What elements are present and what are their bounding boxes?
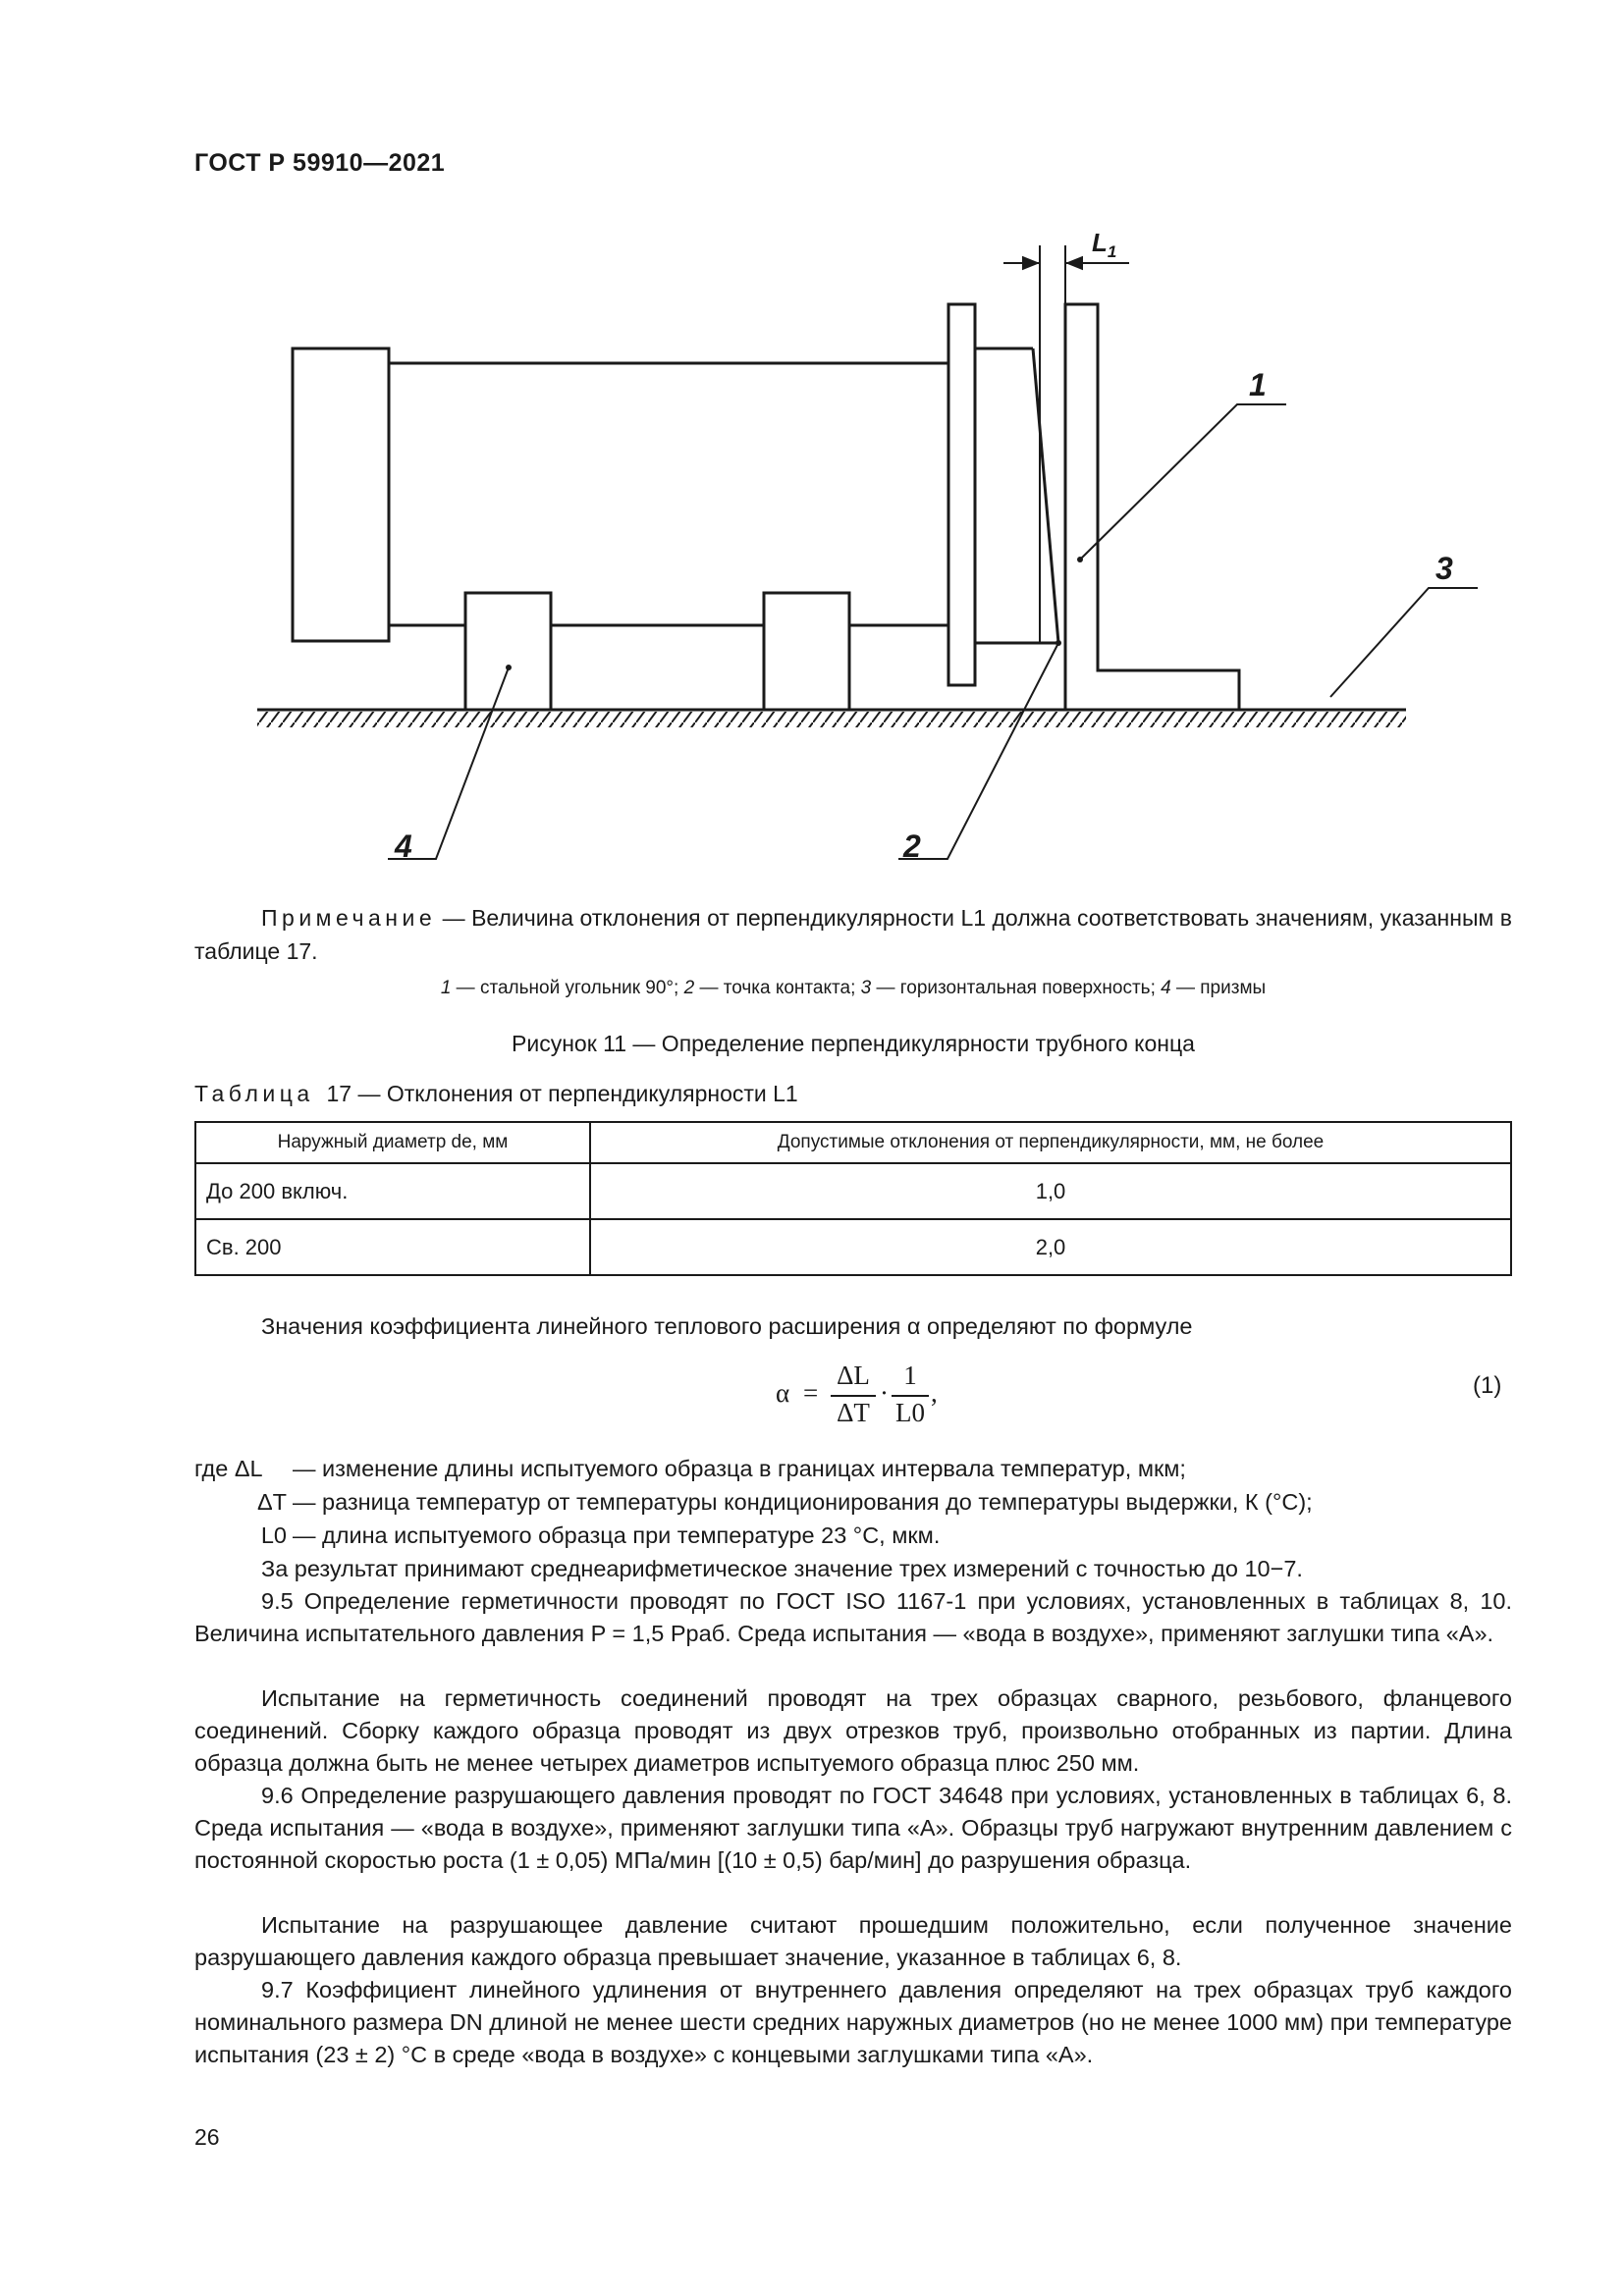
prism-right (764, 593, 849, 710)
equation-number: (1) (1473, 1372, 1502, 1399)
pipe-end-cap (293, 348, 389, 641)
document-header: ГОСТ Р 59910—2021 (194, 149, 446, 177)
paragraph-result: За результат принимают среднеарифметическое значение трех измерений с точностью до 10−7. (261, 1556, 1303, 1581)
paragraph-9-6b: Испытание на разрушающее давление считают прошедшим положительно, если полученное значение разрушающего давления каждого образца превышает значение, указанное в таблицах 6, 8. (194, 1912, 1512, 1970)
note-text: — Величина отклонения от перпендикулярности L1 должна соответствовать значениям, указанным в таблице 17. (194, 905, 1512, 964)
table-header-row (195, 1122, 1511, 1163)
paragraph-9-6: 9.6 Определение разрушающего давления проводят по ГОСТ 34648 при условиях, установленных в таблицах 6, 8. Среда испытания — «вода в воздухе», применяют заглушки типа «А». Образцы труб нагружают внутренним давлением с постоянной скоростью роста (1 ± 0,05) МПа/мин [(10 ± 0,5) бар/мин] до разрушения образца. (194, 1783, 1512, 1873)
figure-note (194, 901, 1512, 968)
paragraph-9-7: 9.7 Коэффициент линейного удлинения от внутреннего давления определяют на трех образцах труб каждого номинального размера DN длиной не менее шести средних наружных диаметров (но не менее 1000 мм) при температуре испытания (23 ± 2) °С в среде «вода в воздухе» с концевыми заглушками типа «А». (194, 1977, 1512, 2067)
figure-legend: 1 — стальной угольник 90°; 2 — точка контакта; 3 — горизонтальная поверхность; 4 — призмы (440, 978, 1267, 998)
steel-square (1065, 304, 1239, 710)
where-item: L0 — длина испытуемого образца при температуре 23 °С, мкм. (260, 1522, 941, 1548)
deviation-table (194, 1121, 1512, 1276)
where-item: ΔT — разница температур от температуры кондиционирования до температуры выдержки, К (°С); (256, 1489, 1313, 1515)
table-header-deviation: Допустимые отклонения от перпендикулярности, мм, не более (590, 1122, 1511, 1163)
prism-left (465, 593, 551, 710)
paragraph-9-5: 9.5 Определение герметичности проводят по ГОСТ ISO 1167-1 при условиях, установленных в таблицах 8, 10. Величина испытательного давления P = 1,5 Pраб. Среда испытания — «вода в воздухе», применяют заглушки типа «А». (194, 1588, 1512, 1646)
page-number: 26 (194, 2124, 220, 2150)
table-row: До 200 включ. 1,0 (195, 1163, 1511, 1219)
table-header-diameter: Наружный диаметр de, мм (195, 1122, 590, 1163)
figure-caption: Рисунок 11 — Определение перпендикулярности трубного конца (512, 1031, 1195, 1056)
table-title: Таблица 17 — Отклонения от перпендикулярности L1 (194, 1081, 798, 1106)
flange (948, 304, 975, 685)
formula-intro: Значения коэффициента линейного теплового расширения α определяют по формуле (261, 1313, 1193, 1339)
figure-11-diagram (0, 0, 1624, 883)
dim-label-l1: $L_1$ (1092, 228, 1117, 261)
note-label: Примечание (261, 905, 437, 931)
callout-3: 3 (1435, 551, 1453, 586)
formula-1: α = ΔL ΔT · 1 L0 , (776, 1361, 938, 1427)
paragraph-9-5b: Испытание на герметичность соединений проводят на трех образцах сварного, резьбового, фланцевого соединений. Сборку каждого образца проводят из двух отрезков труб, произвольно отобранных из партии. Длина образца должна быть не менее четырех диаметров испытуемого образца плюс 250 мм. (194, 1685, 1512, 1776)
where-item: где ΔL — изменение длины испытуемого образца в границах интервала температур, мкм; (194, 1456, 1186, 1481)
callout-2: 2 (903, 828, 921, 864)
callout-1: 1 (1249, 367, 1267, 402)
callout-4: 4 (395, 828, 412, 864)
table-row: Св. 200 2,0 (195, 1219, 1511, 1275)
